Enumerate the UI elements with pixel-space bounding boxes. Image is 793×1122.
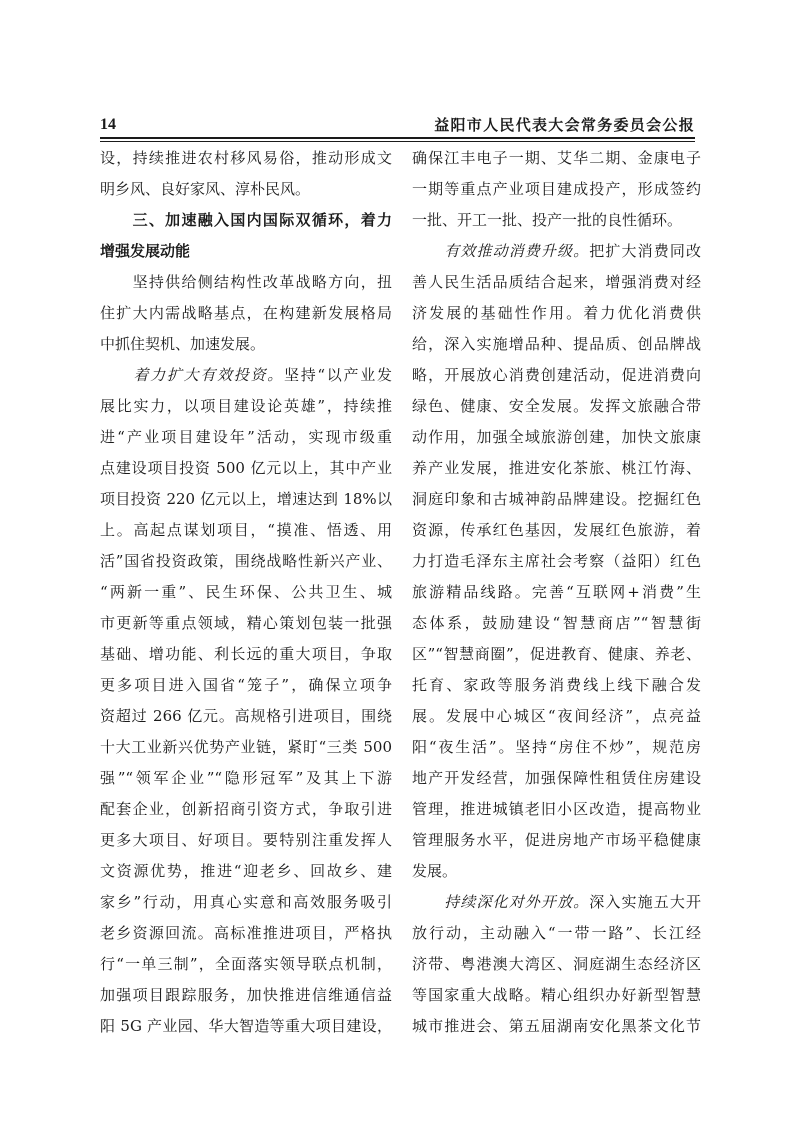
line-text: 点建设项目投资 500 亿元以上，其中产业 — [100, 459, 392, 477]
text-line — [412, 515, 701, 546]
line-text: 明乡风、良好家风、淳朴民风。 — [100, 180, 311, 198]
line-text: 托育、家政等服务消费线上线下融合发 — [412, 676, 701, 694]
text-line — [100, 174, 392, 205]
text-line — [412, 856, 701, 887]
line-text: 济带、粤港澳大湾区、洞庭湖生态经济区 — [412, 955, 701, 973]
line-text: 确保江丰电子一期、艾华二期、金康电子 — [412, 149, 701, 167]
line-text: 阳“夜生活”。坚持“房住不炒”，规范房 — [412, 738, 701, 756]
text-line — [412, 453, 701, 484]
text-line — [100, 453, 392, 484]
text-line — [100, 887, 392, 918]
line-text: 把扩大消费同改 — [589, 242, 701, 260]
line-text: 一批、开工一批、投产一批的良性循环。 — [412, 211, 683, 229]
text-line — [412, 608, 701, 639]
text-line — [100, 670, 392, 701]
line-text: 城市推进会、第五届湖南安化黑茶文化节 — [412, 1017, 701, 1035]
line-text: 地产开发经营，加强保障性租赁住房建设 — [412, 769, 701, 787]
text-line — [100, 391, 392, 422]
text-line — [412, 1011, 701, 1042]
line-text: 更多大项目、好项目。要特别注重发挥人 — [100, 831, 392, 849]
line-text: 放行动，主动融入“一带一路”、长江经 — [412, 924, 701, 942]
text-line — [100, 577, 392, 608]
line-text: 给，深入实施增品种、提品质、创品牌战 — [412, 335, 701, 353]
text-line — [100, 639, 392, 670]
text-line — [412, 267, 701, 298]
line-text: 阳 5G 产业园、华大智造等重大项目建设， — [100, 1017, 392, 1035]
text-line — [100, 422, 392, 453]
text-line — [412, 949, 701, 980]
text-line — [100, 980, 392, 1011]
line-text: “两新一重”、民生环保、公共卫生、城 — [100, 583, 392, 601]
line-text: 力打造毛泽东主席社会考察（益阳）红色 — [412, 552, 701, 570]
left-column — [100, 143, 392, 1042]
line-text: 展比实力，以项目建设论英雄”，持续推 — [100, 397, 392, 415]
line-text: 洞庭印象和古城神韵品牌建设。挖掘红色 — [412, 490, 701, 508]
text-line — [100, 825, 392, 856]
line-text: 资源，传承红色基因，发展红色旅游，着 — [412, 521, 701, 539]
line-text: 善人民生活品质结合起来，增强消费对经 — [412, 273, 701, 291]
text-line — [100, 484, 392, 515]
line-text: 增强发展动能 — [100, 242, 191, 260]
right-column — [412, 143, 701, 1042]
line-text: 深入实施五大开 — [589, 893, 701, 911]
line-text: 区”“智慧商圈”，促进教育、健康、养老、 — [412, 645, 701, 663]
line-text: 市更新等重点领域，精心策划包装一批强 — [100, 614, 392, 632]
section-heading-line — [100, 205, 392, 236]
line-text: 设，持续推进农村移风易俗，推动形成文 — [100, 149, 392, 167]
line-text: 上。高起点谋划项目，“摸准、悟透、用 — [100, 521, 392, 539]
text-line — [412, 980, 701, 1011]
text-line — [412, 174, 701, 205]
text-line — [100, 267, 392, 298]
line-text: 发展。 — [412, 862, 458, 880]
text-line — [412, 360, 701, 391]
journal-title: 益阳市人民代表大会常务委员会公报 — [434, 116, 695, 134]
page-number: 14 — [100, 116, 116, 133]
line-text: 项目投资 220 亿元以上，增速达到 18%以 — [100, 490, 392, 508]
text-line — [412, 918, 701, 949]
line-text: 绿色、健康、安全发展。发挥文旅融合带 — [412, 397, 701, 415]
text-line — [100, 701, 392, 732]
run-in-heading: 有效推动消费升级。 — [412, 242, 590, 260]
text-line — [100, 546, 392, 577]
run-in-heading: 持续深化对外开放。 — [412, 893, 590, 911]
section-heading-line — [100, 236, 392, 267]
text-line — [100, 143, 392, 174]
line-text: 加强项目跟踪服务，加快推进信维通信益 — [100, 986, 392, 1004]
line-text: 三、加速融入国内国际双循环，着力 — [100, 211, 392, 229]
line-text: 强”“领军企业”“隐形冠军”及其上下游 — [100, 769, 392, 787]
text-line — [412, 577, 701, 608]
text-line — [412, 484, 701, 515]
text-line — [100, 1011, 392, 1042]
line-text: 济发展的基础性作用。着力优化消费供 — [412, 304, 701, 322]
text-line — [100, 608, 392, 639]
text-line — [412, 236, 701, 267]
text-line — [100, 763, 392, 794]
line-text: 管理，推进城镇老旧小区改造，提高物业 — [412, 800, 701, 818]
line-text: 等国家重大战略。精心组织办好新型智慧 — [412, 986, 701, 1004]
text-line — [100, 360, 392, 391]
line-text: 中抓住契机、加速发展。 — [100, 335, 266, 353]
text-line — [412, 329, 701, 360]
text-line — [100, 329, 392, 360]
text-line — [100, 298, 392, 329]
line-text: 旅游精品线路。完善“互联网+消费”生 — [412, 583, 701, 601]
line-text: 进“产业项目建设年”活动，实现市级重 — [100, 428, 392, 446]
line-text: 管理服务水平，促进房地产市场平稳健康 — [412, 831, 701, 849]
line-text: 家乡”行动，用真心实意和高效服务吸引 — [100, 893, 392, 911]
text-line — [100, 918, 392, 949]
text-line — [100, 515, 392, 546]
line-text: 住扩大内需战略基点，在构建新发展格局 — [100, 304, 392, 322]
header-rule-thick — [100, 137, 695, 139]
line-text: 动作用，加强全域旅游创建，加快文旅康 — [412, 428, 701, 446]
run-in-heading: 着力扩大有效投资。 — [100, 366, 284, 384]
text-line — [412, 732, 701, 763]
line-text: 资超过 266 亿元。高规格引进项目，围绕 — [100, 707, 392, 725]
text-line — [412, 205, 701, 236]
header-rule-thin — [100, 141, 695, 142]
text-line — [412, 298, 701, 329]
text-line — [412, 639, 701, 670]
line-text: 坚持供给侧结构性改革战略方向，扭 — [100, 273, 392, 291]
text-line — [412, 546, 701, 577]
text-line — [412, 701, 701, 732]
text-line — [412, 670, 701, 701]
text-line — [412, 422, 701, 453]
line-text: 行“一单三制”，全面落实领导联点机制， — [100, 955, 392, 973]
line-text: 更多项目进入国省“笼子”，确保立项争 — [100, 676, 392, 694]
line-text: 基础、增功能、利长远的重大项目，争取 — [100, 645, 392, 663]
text-line — [100, 732, 392, 763]
line-text: 养产业发展，推进安化茶旅、桃江竹海、 — [412, 459, 701, 477]
text-line — [412, 143, 701, 174]
text-line — [100, 856, 392, 887]
text-line — [412, 763, 701, 794]
line-text: 坚持“以产业发 — [283, 366, 392, 384]
line-text: 态体系，鼓励建设“智慧商店”“智慧街 — [412, 614, 701, 632]
text-line — [412, 825, 701, 856]
line-text: 略，开展放心消费创建活动，促进消费向 — [412, 366, 701, 384]
line-text: 配套企业，创新招商引资方式，争取引进 — [100, 800, 392, 818]
line-text: 十大工业新兴优势产业链，紧盯“三类 500 — [100, 738, 392, 756]
line-text: 活”国省投资政策，围绕战略性新兴产业、 — [100, 552, 392, 570]
text-line — [412, 794, 701, 825]
line-text: 文资源优势，推进“迎老乡、回故乡、建 — [100, 862, 392, 880]
text-line — [412, 391, 701, 422]
text-line — [412, 887, 701, 918]
text-line — [100, 949, 392, 980]
line-text: 展。发展中心城区“夜间经济”，点亮益 — [412, 707, 701, 725]
line-text: 老乡资源回流。高标准推进项目，严格执 — [100, 924, 392, 942]
text-line — [100, 794, 392, 825]
line-text: 一期等重点产业项目建成投产，形成签约 — [412, 180, 701, 198]
